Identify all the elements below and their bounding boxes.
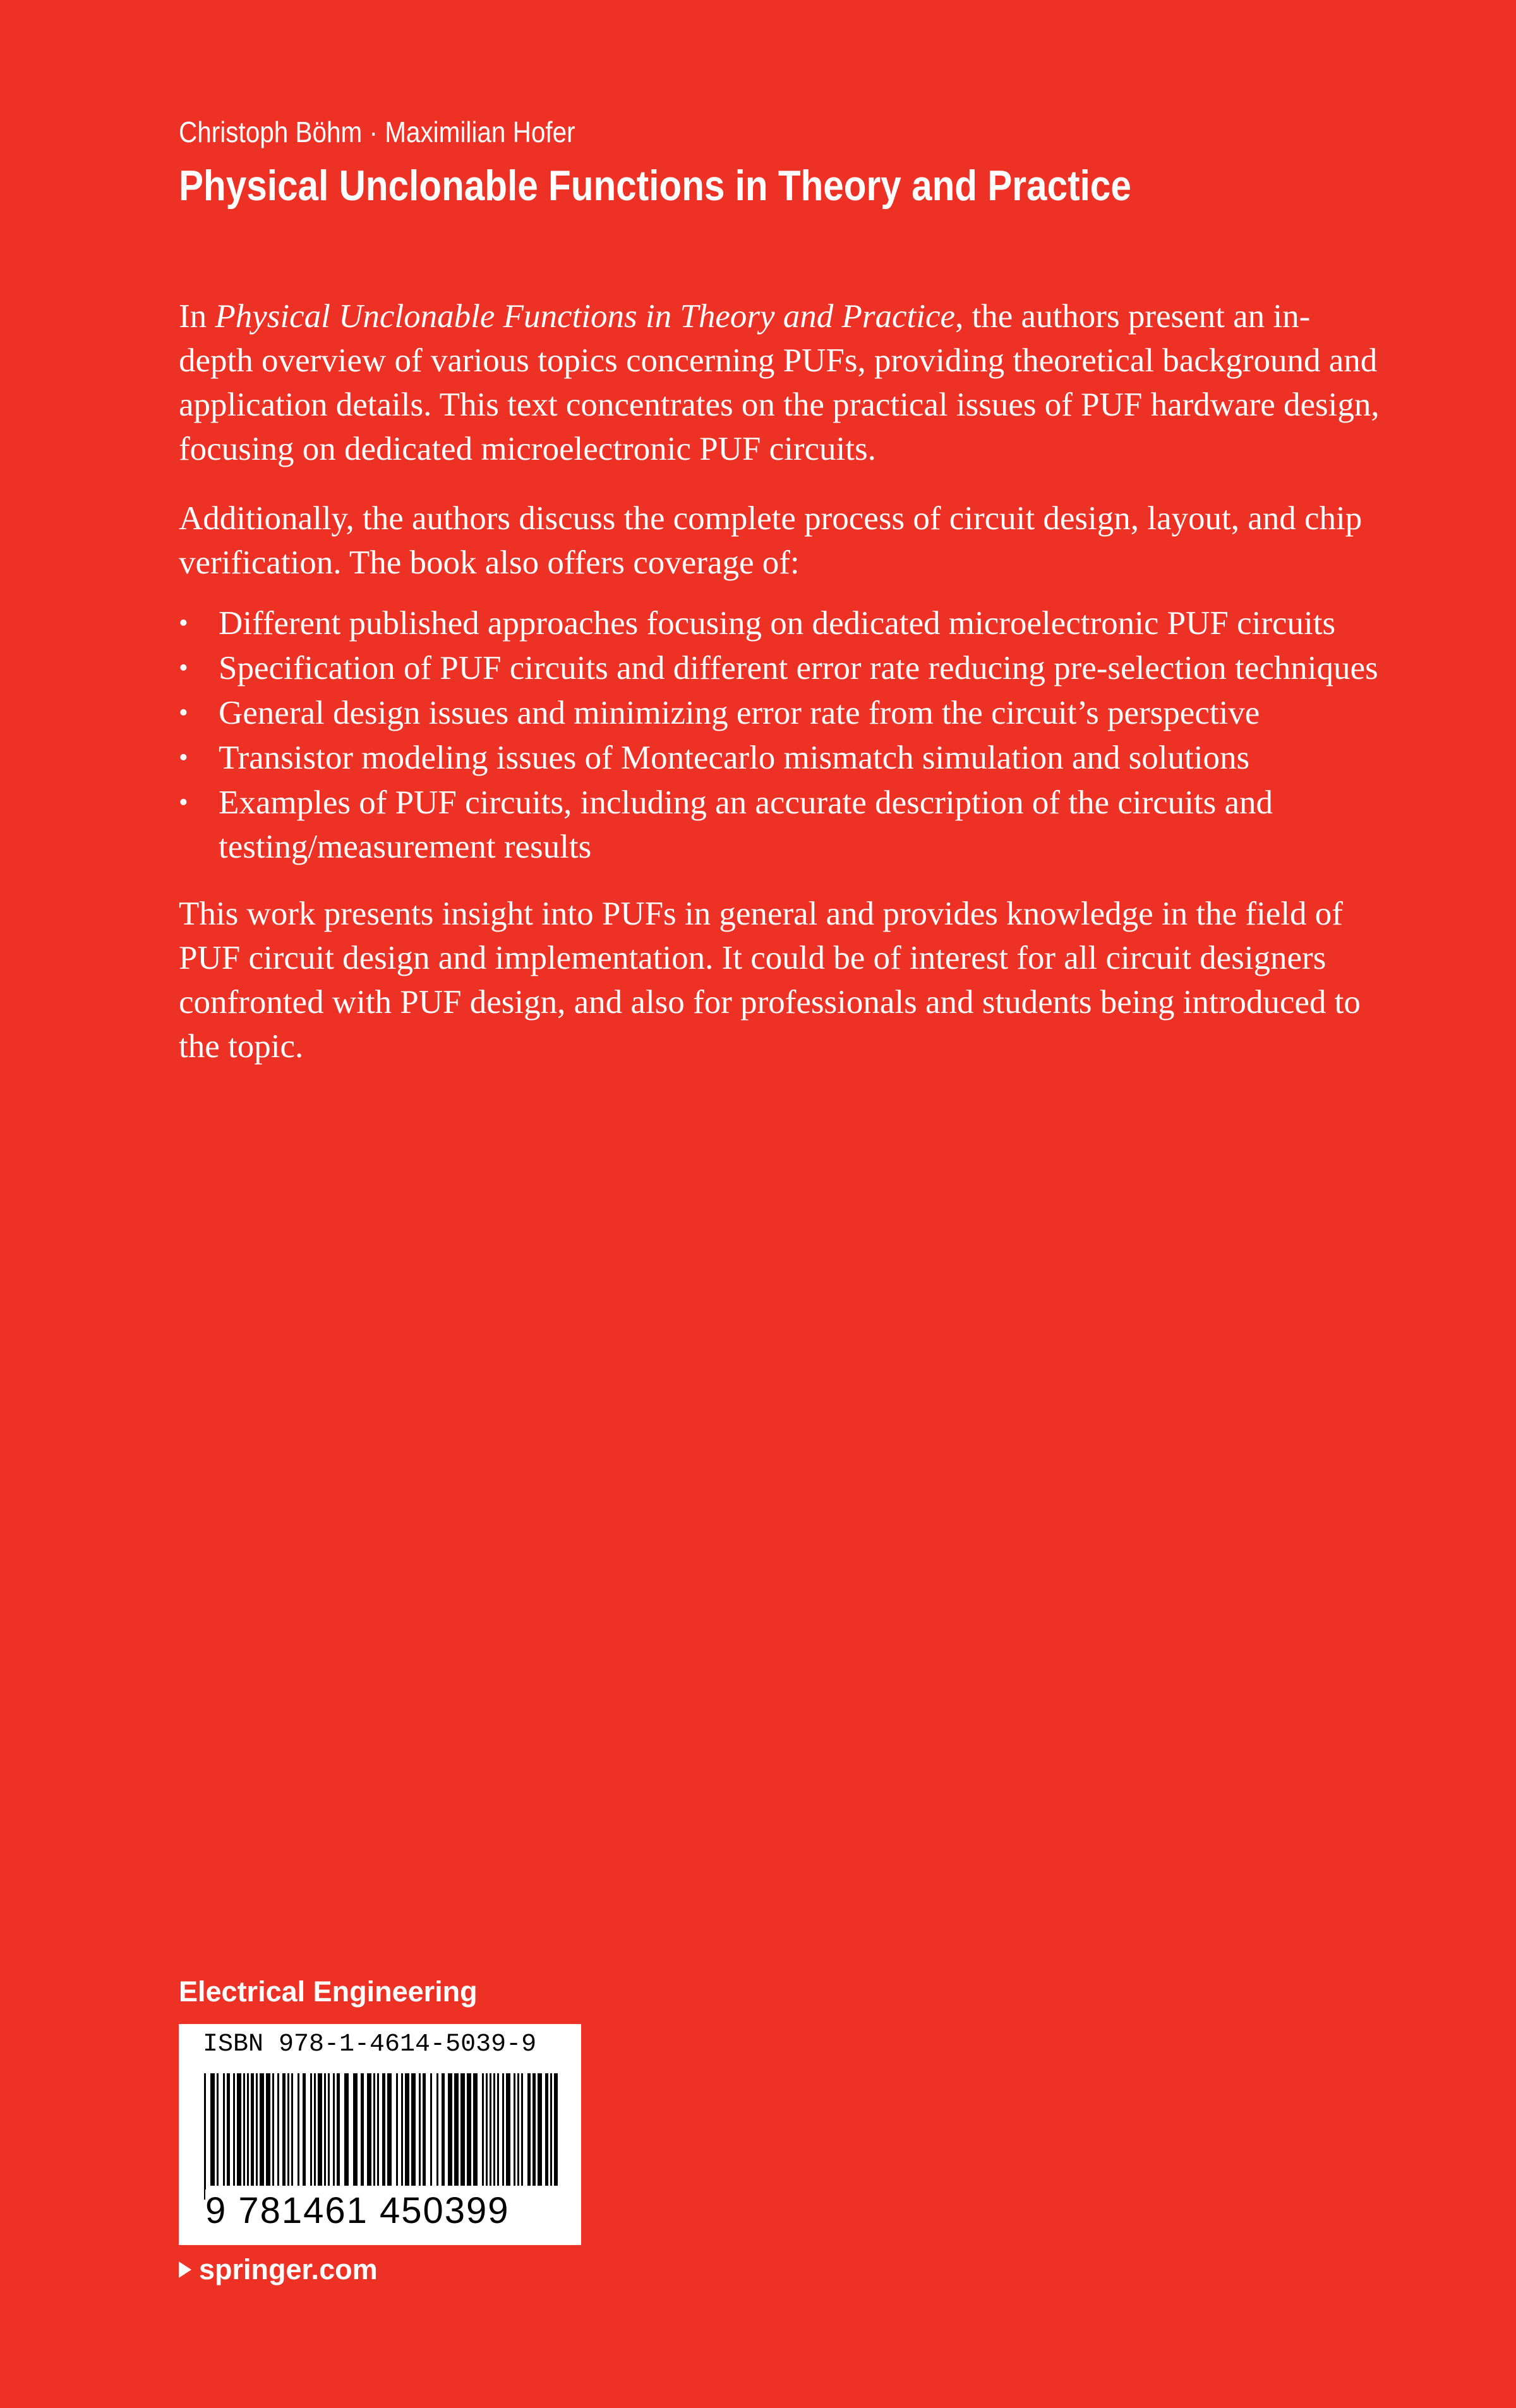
barcode-bar (237, 2073, 241, 2186)
barcode-bar (277, 2073, 279, 2186)
barcode-bar (493, 2073, 495, 2186)
barcode-bar (247, 2073, 249, 2186)
barcode-bar (550, 2073, 552, 2186)
barcode-bar (298, 2073, 299, 2186)
barcode-bar (272, 2073, 274, 2186)
barcode-bar (361, 2073, 364, 2186)
barcode-bar (337, 2073, 340, 2186)
barcode-bar (473, 2073, 478, 2186)
barcode-bar (353, 2073, 358, 2186)
barcode-bar (382, 2073, 385, 2186)
description (179, 294, 1382, 1069)
barcode-bar (430, 2073, 432, 2186)
closing-paragraph: This work presents insight into PUFs in general and provides knowledge in the field of PUF circuit design and implementation. It could be of interest for all circuit designers confronted with PUF design, and also for professionals and students being introduced to the topic. (179, 896, 1361, 1065)
barcode-bar (303, 2073, 306, 2186)
barcode-bar (460, 2073, 465, 2186)
barcode-bar (436, 2073, 438, 2186)
list-item: • Different published approaches focusing on dedicated microelectronic PUF circuits (179, 601, 1382, 645)
barcode-bar (411, 2073, 416, 2186)
coverage-paragraph: Additionally, the authors discuss the complete process of circuit design, layout, and chip verification. The book also offers coverage of: (179, 500, 1363, 581)
arrow-right-icon (179, 2261, 191, 2278)
barcode-bar (506, 2073, 510, 2186)
isbn-barcode (179, 2024, 581, 2245)
barcode-bar (442, 2073, 445, 2186)
barcode-bar (328, 2073, 330, 2186)
barcode-bar (454, 2073, 459, 2186)
barcode-bar (204, 2073, 206, 2200)
barcode-bar (291, 2073, 293, 2186)
list-item: • General design issues and minimizing error rate from the circuit’s perspective (179, 691, 1382, 735)
barcode-bar (282, 2073, 286, 2186)
barcode-bar (467, 2073, 471, 2186)
barcode-bar (419, 2073, 421, 2186)
barcode-bar (497, 2073, 499, 2186)
barcode-bar (233, 2073, 235, 2186)
barcode-bar (387, 2073, 392, 2186)
barcode-bar (538, 2073, 542, 2186)
barcode-bar (377, 2073, 379, 2186)
website-label: springer.com (199, 2253, 378, 2285)
barcode-bar (318, 2073, 322, 2186)
barcode-bar (260, 2073, 264, 2186)
list-item: • Examples of PUF circuits, including an accurate description of the circuits and testing/measurement results (179, 781, 1382, 869)
list-item: • Transistor modeling issues of Montecarlo mismatch simulation and solutions (179, 736, 1382, 780)
isbn-label: ISBN 978-1-4614-5039-9 (203, 2030, 537, 2059)
barcode-bar (314, 2073, 316, 2186)
book-title: Physical Unclonable Functions in Theory and Practice (179, 162, 1131, 210)
barcode-bar (251, 2073, 254, 2186)
list-item: • Specification of PUF circuits and different error rate reducing pre-selection techniques (179, 646, 1382, 690)
barcode-bar (227, 2073, 230, 2186)
barcode-bar (423, 2073, 426, 2186)
intro-italic-title: Physical Unclonable Functions in Theory and Practice (215, 298, 956, 335)
barcode-bar (217, 2073, 219, 2186)
barcode-bar (256, 2073, 258, 2186)
barcode-bar (310, 2073, 312, 2186)
barcode-bar (486, 2073, 488, 2186)
barcode-bar (532, 2073, 536, 2186)
barcode-bar (490, 2073, 491, 2186)
subject-category: Electrical Engineering (179, 1975, 478, 2008)
barcode-bar (287, 2073, 289, 2186)
intro-rest: , the authors present an in-depth overview of various topics concerning PUFs, providing theoretical background and application details. This text concentrates on the practical issues of PUF hardware design, focusing on dedicated microelectronic PUF circuits. (179, 298, 1380, 467)
barcode-bar (243, 2073, 245, 2186)
barcode-bar (405, 2073, 409, 2186)
website-link[interactable] (179, 2253, 378, 2286)
barcode-bar (223, 2073, 225, 2186)
intro-prefix: In (179, 298, 215, 335)
barcode-bar (482, 2073, 484, 2186)
intro-paragraph (179, 294, 1382, 471)
barcode-bar (333, 2073, 335, 2186)
coverage-list (179, 601, 1382, 869)
barcode-bar (266, 2073, 270, 2186)
barcode-icon (204, 2073, 558, 2200)
barcode-bar (448, 2073, 452, 2186)
barcode-bar (401, 2073, 403, 2186)
barcode-bar (396, 2073, 398, 2186)
barcode-bar (527, 2073, 531, 2186)
barcode-bar (545, 2073, 548, 2186)
authors: Christoph Böhm · Maximilian Hofer (179, 116, 575, 148)
barcode-bar (502, 2073, 504, 2186)
barcode-bar (344, 2073, 349, 2186)
barcode-bar (517, 2073, 519, 2186)
barcode-bar (373, 2073, 375, 2186)
barcode-bar (210, 2073, 215, 2186)
barcode-bar (514, 2073, 515, 2186)
barcode-bar (521, 2073, 523, 2186)
barcode-bar (324, 2073, 326, 2186)
barcode-digits: 9 781461 450399 (205, 2190, 510, 2231)
barcode-bar (367, 2073, 371, 2186)
barcode-bar (554, 2073, 558, 2186)
